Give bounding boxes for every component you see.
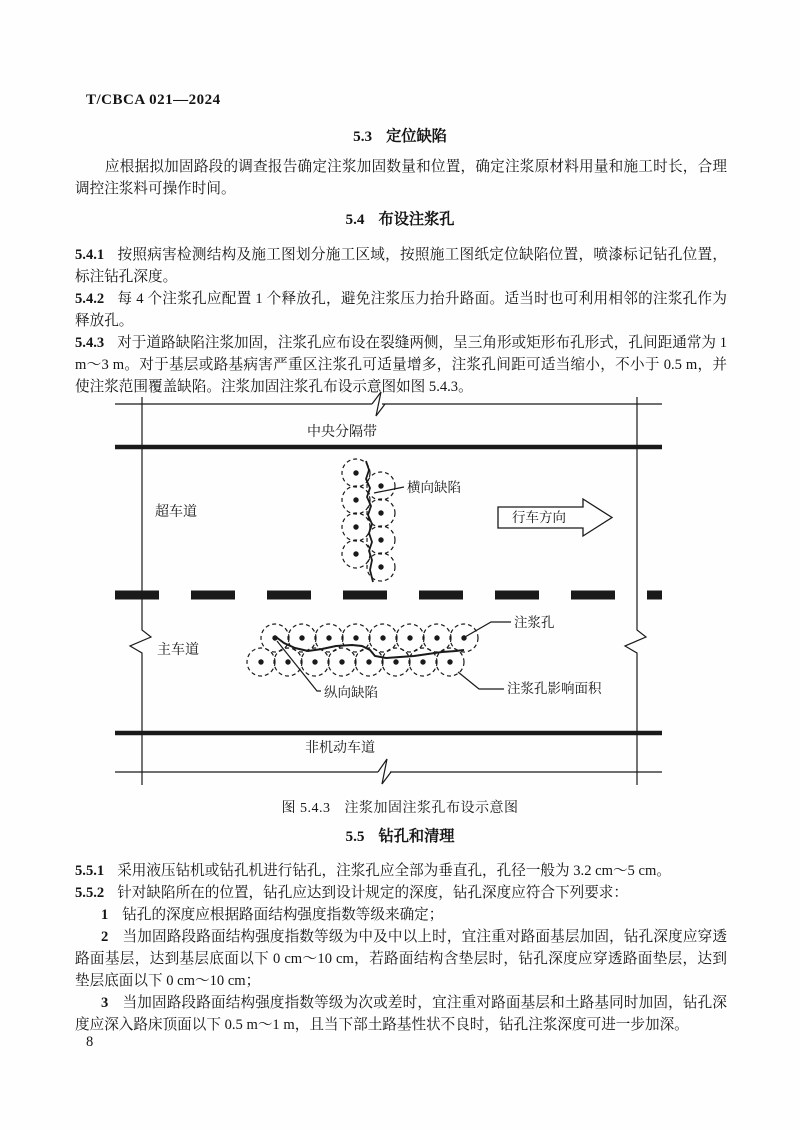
clause-number: 5.5.2 [75, 885, 105, 901]
transverse-defect-hole-cluster [342, 459, 395, 581]
grouting-hole-label: 注浆孔 [514, 615, 555, 630]
clause-number: 5.4.2 [75, 291, 105, 307]
longitudinal-defect-hole-cluster [247, 624, 478, 676]
influence-area-label: 注浆孔影响面积 [507, 681, 602, 696]
break-symbol-bottom [378, 759, 391, 784]
main-lane-label: 主车道 [157, 643, 199, 658]
figure-caption-title: 注浆加固注浆孔布设示意图 [344, 801, 519, 816]
clause-text: 每 4 个注浆孔应配置 1 个释放孔，避免注浆压力抬升路面。适当时也可利用相邻的注浆孔作为释放孔。 [75, 291, 727, 329]
clause-5-5-2 [75, 882, 727, 904]
item-text: 钻孔的深度应根据路面结构强度指数等级来确定； [122, 907, 444, 923]
clause-number: 5.4.3 [75, 335, 105, 351]
item-text: 当加固路段路面结构强度指数等级为中及中以上时，宜注重对路面基层加固，钻孔深度应穿透路面基层，达到基层底面以下 0 cm～10 cm，若路面结构含垫层时，钻孔深度应穿透路面垫层，达到垫层底面以下 0 cm～10 cm； [75, 929, 727, 989]
longitudinal-defect-label: 纵向缺陷 [324, 685, 378, 700]
clause-5-5-1 [75, 860, 727, 882]
page-number: 8 [86, 1034, 94, 1050]
clause-number: 5.4.1 [75, 247, 105, 263]
clause-text: 针对缺陷所在的位置，钻孔应达到设计规定的深度，钻孔深度应符合下列要求： [117, 885, 628, 901]
transverse-crack [366, 461, 373, 582]
influence-area-leader [458, 672, 504, 689]
item-text: 当加固路段路面结构强度指数等级为次或差时，宜注重对路面基层和土路基同时加固，钻孔深度应深入路床顶面以下 0.5 m～1 m，且当下部土路基性状不良时，钻孔注浆深度可进一步加深。 [75, 995, 727, 1033]
section-number: 5.5 [345, 828, 365, 845]
transverse-defect-label: 横向缺陷 [407, 480, 461, 495]
overtaking-lane-label: 超车道 [155, 505, 197, 520]
clause-text: 采用液压钻机或钻孔机进行钻孔，注浆孔应全部为垂直孔，孔径一般为 3.2 cm～5 cm。 [117, 863, 671, 879]
driving-direction-label: 行车方向 [512, 510, 566, 525]
section-title: 布设注浆孔 [378, 211, 455, 228]
list-item-1 [75, 904, 727, 926]
standard-number: T/CBCA 021—2024 [86, 92, 221, 108]
item-number: 2 [101, 929, 109, 945]
section-title: 钻孔和清理 [378, 828, 455, 845]
paragraph-5-3: 应根据拟加固路段的调查报告确定注浆加固数量和位置，确定注浆原材料用量和施工时长，合理调控注浆料可操作时间。 [75, 159, 727, 197]
list-item-2 [75, 926, 727, 992]
clause-number: 5.5.1 [75, 863, 105, 879]
section-title: 定位缺陷 [386, 128, 447, 145]
grouting-hole-leader [465, 622, 511, 637]
section-heading-5-5 [0, 827, 800, 847]
list-item-3 [75, 992, 727, 1036]
figure-caption [0, 797, 800, 817]
transverse-defect-leader [374, 487, 404, 493]
section-number: 5.3 [353, 128, 373, 145]
median-label: 中央分隔带 [307, 425, 377, 440]
non-motorized-lane-label: 非机动车道 [305, 741, 375, 756]
item-number: 3 [101, 995, 109, 1011]
clause-text: 按照病害检测结构及施工图划分施工区域，按照施工图纸定位缺陷位置，喷漆标记钻孔位置，标注钻孔深度。 [75, 247, 727, 285]
section-number: 5.4 [345, 211, 365, 228]
figure-caption-number: 图 5.4.3 [281, 801, 331, 816]
item-number: 1 [101, 907, 109, 923]
right-boundary-line [625, 397, 646, 785]
clause-text: 对于道路缺陷注浆加固，注浆孔应布设在裂缝两侧，呈三角形或矩形布孔形式，孔间距通常为 1 m～3 m。对于基层或路基病害严重区注浆孔可适量增多，注浆孔间距可适当缩小，不小于 0.5 m，并使注浆范围覆盖缺陷。注浆加固注浆孔布设示意图如图 5.4.3。 [75, 335, 727, 395]
